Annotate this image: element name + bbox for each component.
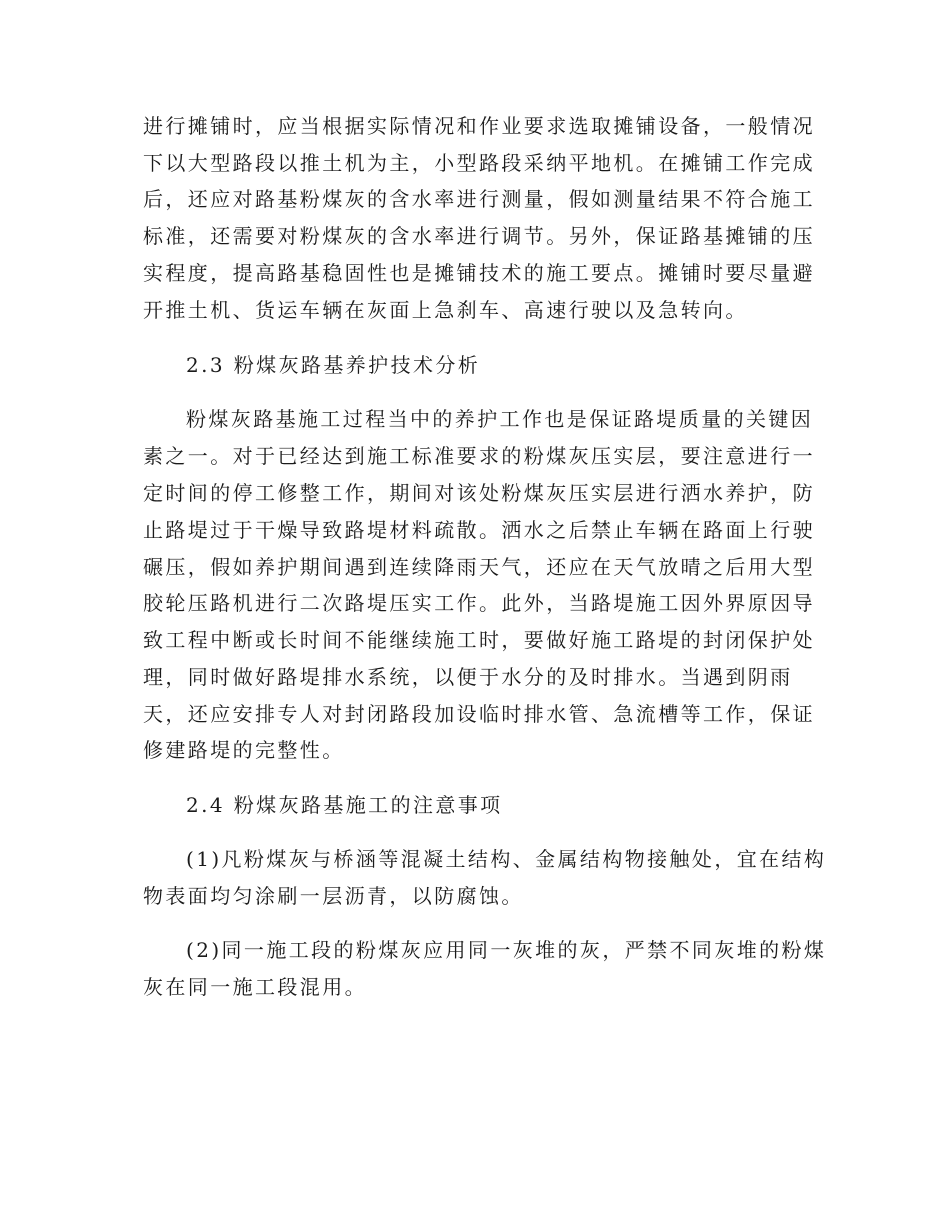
text-line: 进行摊铺时，应当根据实际情况和作业要求选取摊铺设备，一般情况	[143, 114, 815, 138]
text-line: 实程度，提高路基稳固性也是摊铺技术的施工要点。摊铺时要尽量避	[143, 261, 815, 285]
section-heading-2-3: 2.3 粉煤灰路基养护技术分析	[186, 353, 481, 377]
text-line: 后，还应对路基粉煤灰的含水率进行测量，假如测量结果不符合施工	[143, 187, 815, 211]
text-line: 物表面均匀涂刷一层沥青，以防腐蚀。	[143, 884, 524, 908]
text-line: (1)凡粉煤灰与桥涵等混凝土结构、金属结构物接触处，宜在结构	[186, 847, 827, 871]
text-line: 定时间的停工修整工作，期间对该处粉煤灰压实层进行洒水养护，防	[143, 481, 815, 505]
text-line: 胶轮压路机进行二次路堤压实工作。此外，当路堤施工因外界原因导	[143, 591, 815, 615]
text-line: 素之一。对于已经达到施工标准要求的粉煤灰压实层，要注意进行一	[143, 444, 815, 468]
text-line: (2)同一施工段的粉煤灰应用同一灰堆的灰，严禁不同灰堆的粉煤	[186, 938, 827, 962]
text-line: 灰在同一施工段混用。	[143, 975, 367, 999]
text-line: 标准，还需要对粉煤灰的含水率进行调节。另外，保证路基摊铺的压	[143, 224, 815, 248]
text-line: 粉煤灰路基施工过程当中的养护工作也是保证路堤质量的关键因	[186, 407, 814, 431]
text-line: 碾压，假如养护期间遇到连续降雨天气，还应在天气放晴之后用大型	[143, 555, 815, 579]
section-heading-2-4: 2.4 粉煤灰路基施工的注意事项	[186, 793, 503, 817]
text-line: 下以大型路段以推土机为主，小型路段采纳平地机。在摊铺工作完成	[143, 151, 815, 175]
text-line: 开推土机、货运车辆在灰面上急刹车、高速行驶以及急转向。	[143, 298, 748, 322]
text-line: 止路堤过于干燥导致路堤材料疏散。洒水之后禁止车辆在路面上行驶	[143, 518, 815, 542]
text-line: 致工程中断或长时间不能继续施工时，要做好施工路堤的封闭保护处	[143, 628, 815, 652]
text-line: 修建路堤的完整性。	[143, 738, 345, 762]
text-line: 天，还应安排专人对封闭路段加设临时排水管、急流槽等工作，保证	[143, 702, 815, 726]
text-line: 理，同时做好路堤排水系统，以便于水分的及时排水。当遇到阴雨	[143, 665, 793, 689]
